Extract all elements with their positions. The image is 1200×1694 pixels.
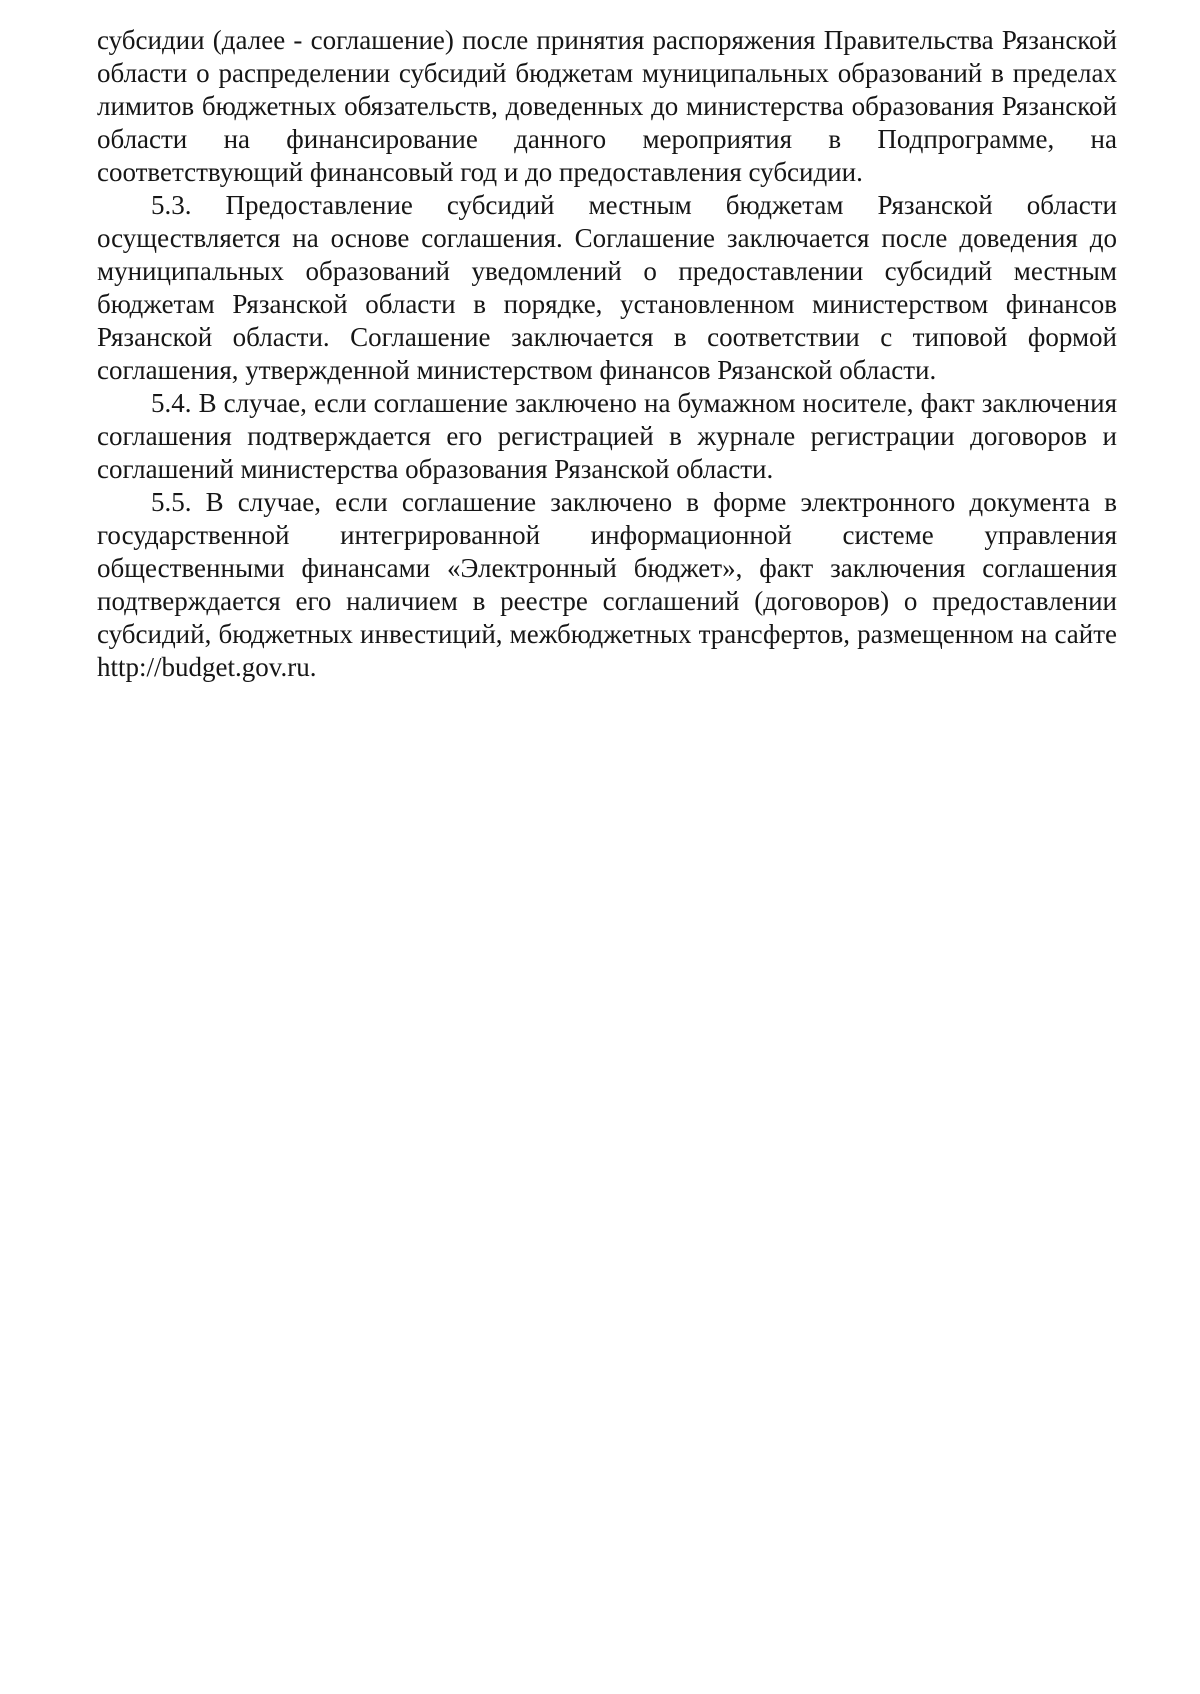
paragraph-5-3: 5.3. Предоставление субсидий местным бюджетам Рязанской области осуществляется на основе соглашения. Соглашение заключается после доведения до муниципальных образований уведомлений о предоставлении субсидий местным бюджетам Рязанской области в порядке, установленном министерством финансов Рязанской области. Соглашение заключается в соответствии с типовой формой соглашения, утвержденной министерством финансов Рязанской области. <box>97 190 1117 385</box>
paragraph-5-5: 5.5. В случае, если соглашение заключено в форме электронного документа в государственной интегрированной информационной системе управления общественными финансами «Электронный бюджет», факт заключения соглашения подтверждается его наличием в реестре соглашений (договоров) о предоставлении субсидий, бюджетных инвестиций, межбюджетных трансфертов, размещенном на сайте http://budget.gov.ru. <box>97 487 1117 682</box>
document-body <box>97 24 1117 684</box>
paragraph-5-4: 5.4. В случае, если соглашение заключено на бумажном носителе, факт заключения соглашения подтверждается его регистрацией в журнале регистрации договоров и соглашений министерства образования Рязанской области. <box>97 388 1117 484</box>
paragraph-continuation: субсидии (далее - соглашение) после принятия распоряжения Правительства Рязанской области о распределении субсидий бюджетам муниципальных образований в пределах лимитов бюджетных обязательств, доведенных до министерства образования Рязанской области на финансирование данного мероприятия в Подпрограмме, на соответствующий финансовый год и до предоставления субсидии. <box>97 25 1117 187</box>
